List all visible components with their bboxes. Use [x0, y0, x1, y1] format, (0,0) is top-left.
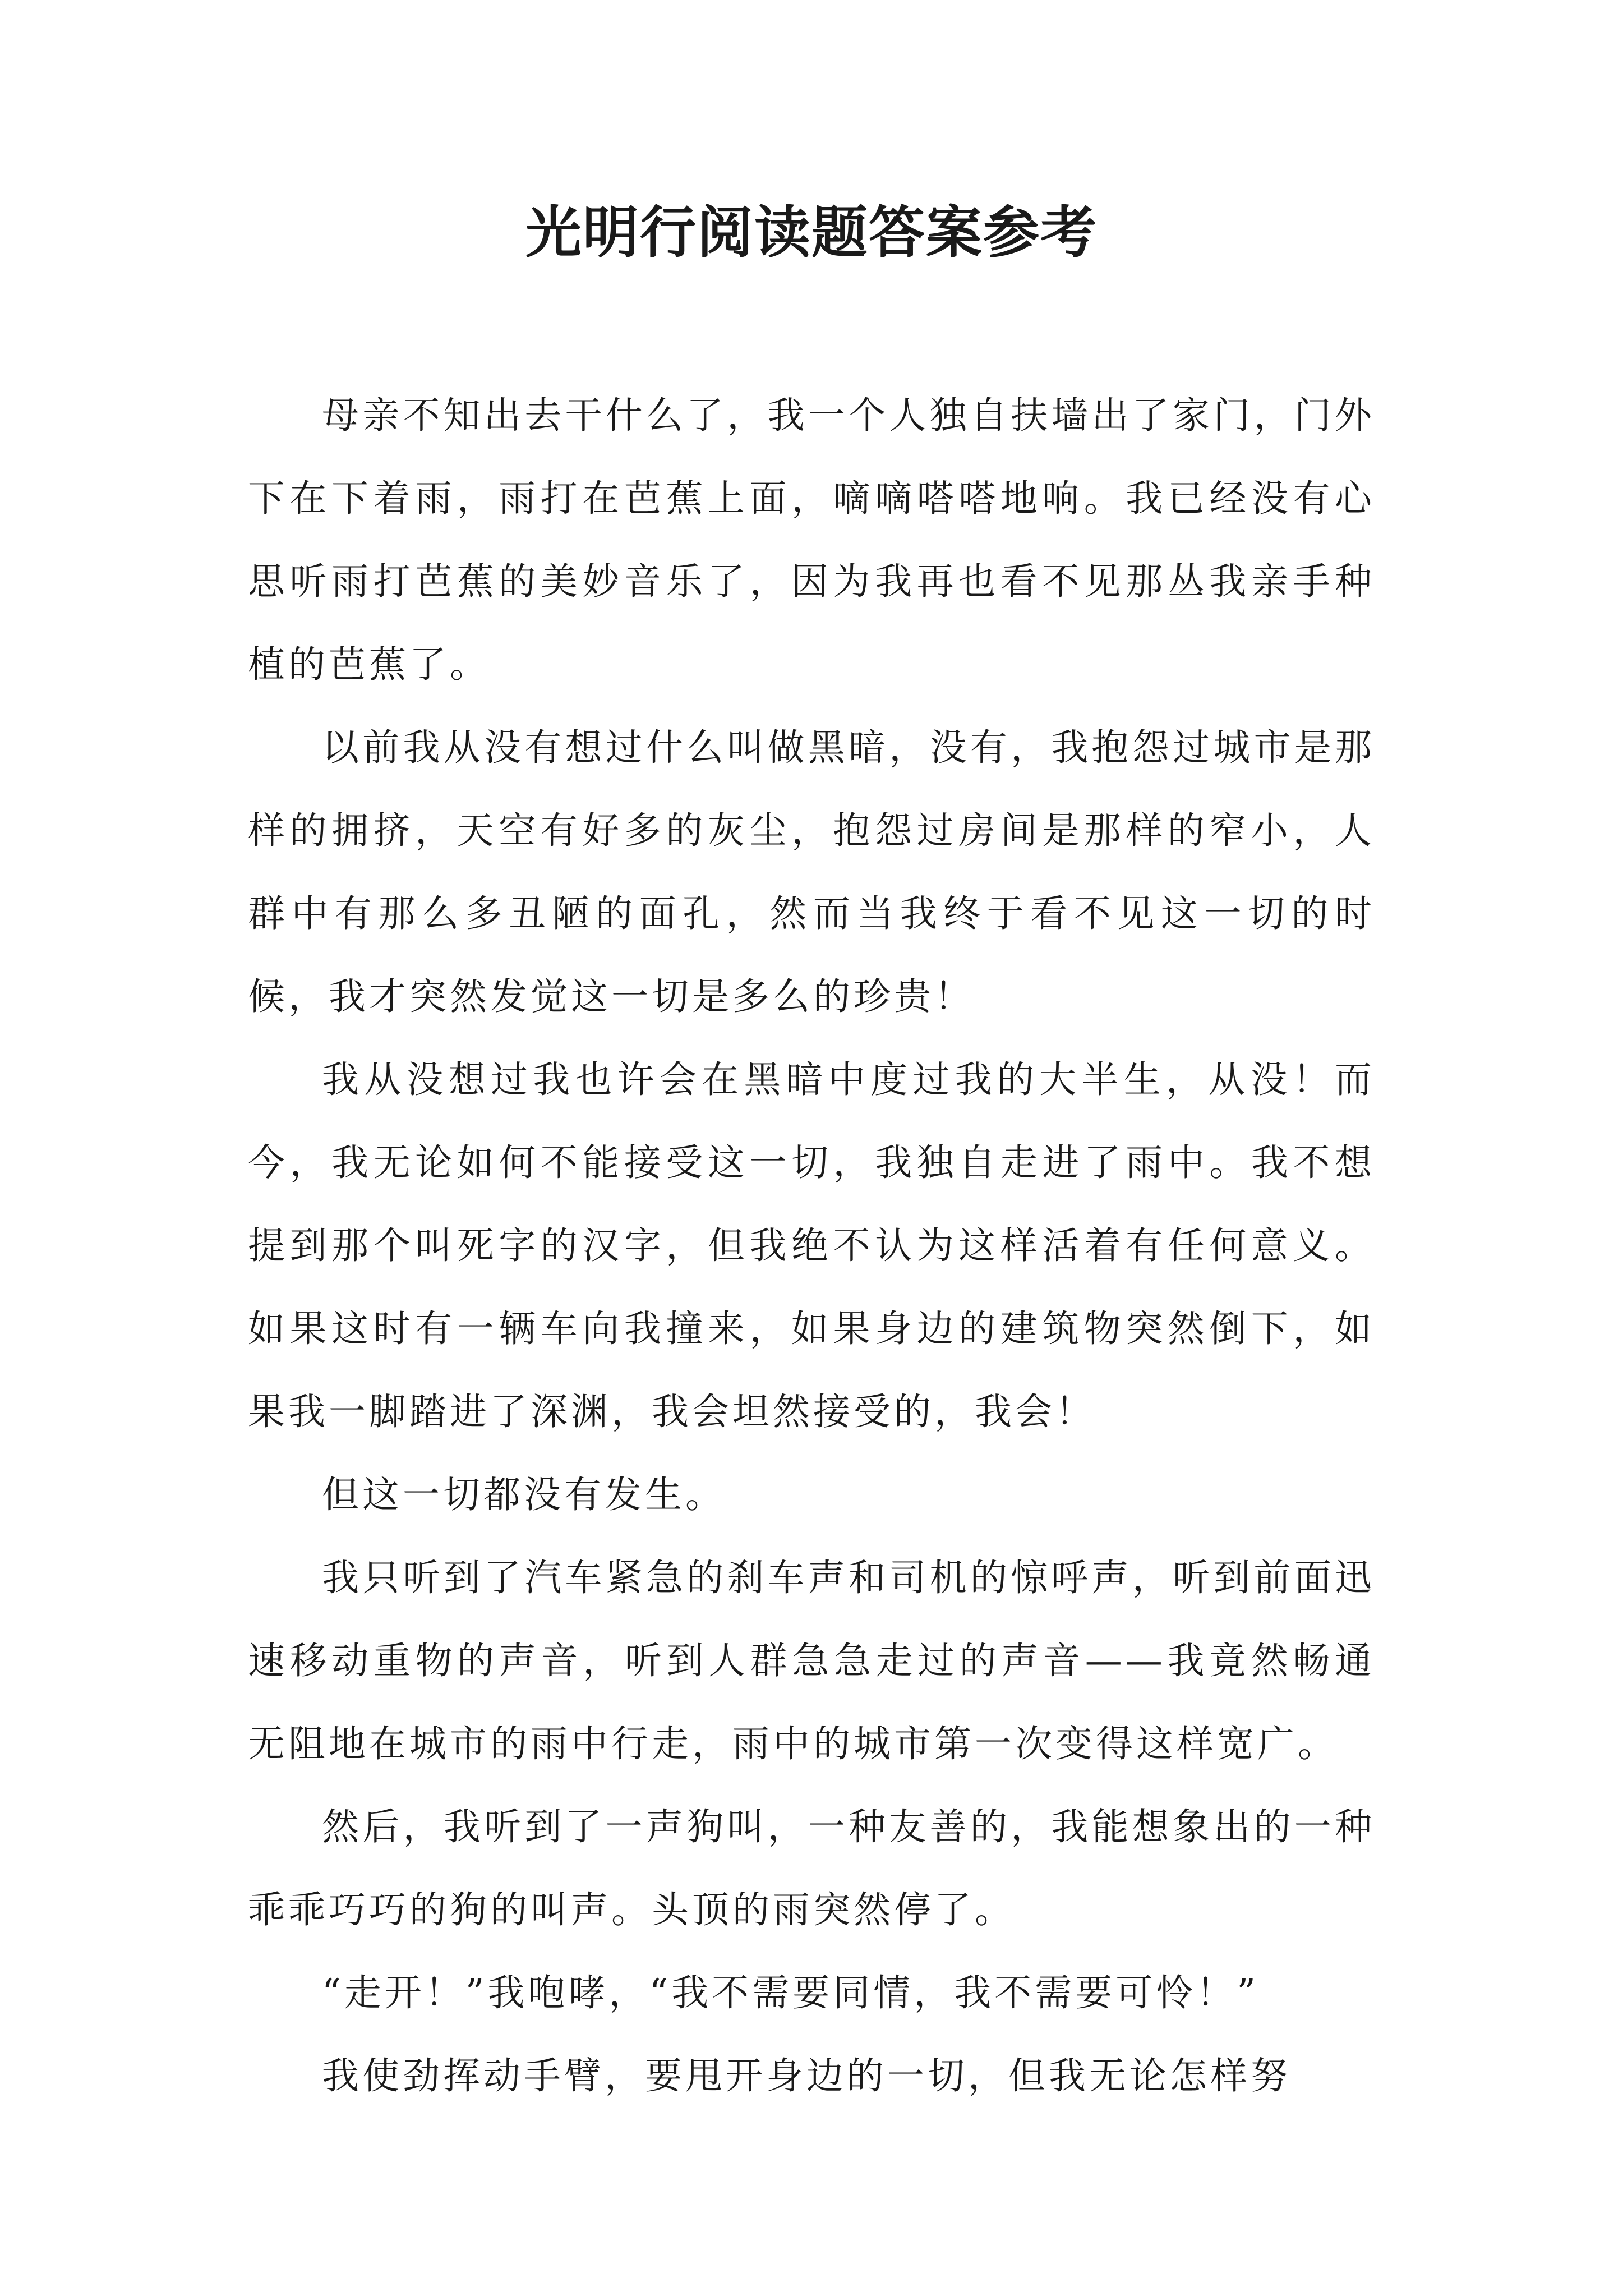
paragraph-6: 然后，我听到了一声狗叫，一种友善的，我能想象出的一种乖乖巧巧的狗的叫声。头顶的雨突然停了。	[248, 1805, 1375, 1931]
paragraph-8: 我使劲挥动手臂，要甩开身边的一切，但我无论怎样努	[322, 2054, 1291, 2097]
page-title: 光明行阅读题答案参考	[525, 200, 1098, 265]
paragraph-4: 但这一切都没有发生。	[322, 1473, 726, 1516]
paragraph-3: 我从没想过我也许会在黑暗中度过我的大半生，从没！而今，我无论如何不能接受这一切，我独自走进了雨中。我不想提到那个叫死字的汉字，但我绝不认为这样活着有任何意义。如果这时有一辆车向我撞来，如果身边的建筑物突然倒下，如果我一脚踏进了深渊，我会坦然接受的，我会！	[248, 1058, 1375, 1433]
paragraph-1: 母亲不知出去干什么了，我一个人独自扶墙出了家门，门外下在下着雨，雨打在芭蕉上面，嘀嘀嗒嗒地响。我已经没有心思听雨打芭蕉的美妙音乐了，因为我再也看不见那丛我亲手种植的芭蕉了。	[248, 394, 1375, 686]
paragraph-7: “走开！”我咆哮，“我不需要同情，我不需要可怜！”	[322, 1971, 1259, 2014]
paragraph-2: 以前我从没有想过什么叫做黑暗，没有，我抱怨过城市是那样的拥挤，天空有好多的灰尘，抱怨过房间是那样的窄小，人群中有那么多丑陋的面孔，然而当我终于看不见这一切的时候，我才突然发觉这一切是多么的珍贵！	[248, 726, 1375, 1018]
article-body	[248, 374, 1375, 2118]
paragraph-5: 我只听到了汽车紧急的刹车声和司机的惊呼声，听到前面迅速移动重物的声音，听到人群急急走过的声音——我竟然畅通无阻地在城市的雨中行走，雨中的城市第一次变得这样宽广。	[248, 1556, 1375, 1765]
